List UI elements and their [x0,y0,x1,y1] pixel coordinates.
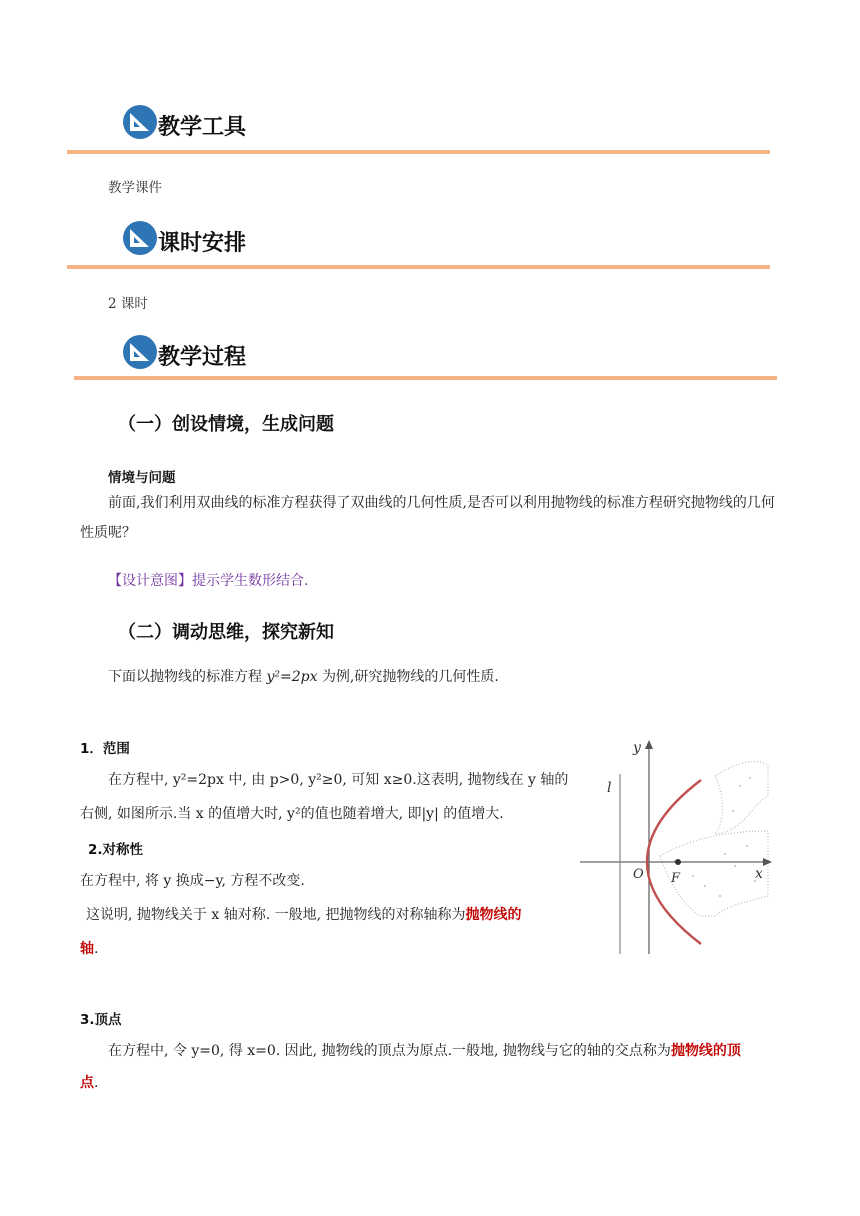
vertex-line1 [108,1036,741,1066]
symmetry-line3 [80,934,98,964]
part2-intro [108,662,499,692]
part2-heading: （二）调动思维，探究新知 [118,622,334,643]
x-axis-arrow [763,858,772,866]
section-header-schedule [122,220,422,270]
part1-heading: （一）创设情境，生成问题 [118,414,334,435]
focus-label: F [671,871,681,886]
symmetry-text: 这说明, 抛物线关于 x 轴对称. 一般地, 把抛物线的对称轴称为 [86,907,466,923]
directrix-label: l [607,780,612,796]
origin-label: O [633,867,644,882]
focus-point [675,859,681,865]
period: . [94,941,99,957]
vertex-text: 在方程中, 令 y=0, 得 x=0. 因此, 抛物线的顶点为原点.一般地, 抛物线与它的轴的交点称为 [108,1043,671,1059]
term-vertex-end: 点 [80,1075,94,1091]
section-title: 课时安排 [158,231,247,256]
part1-label: 情境与问题 [108,470,176,486]
intro-equation: y²=2px [266,669,318,685]
symmetry-line2 [86,900,522,930]
vertex-line2 [80,1068,98,1098]
parabola-figure [575,736,773,958]
set-square-icon [122,220,158,256]
schedule-body: 2 课时 [108,296,148,312]
symmetry-heading: 2.对称性 [88,842,144,858]
section-divider [67,265,770,269]
set-square-icon [122,334,158,370]
section-title: 教学工具 [158,115,247,140]
period: . [94,1075,99,1091]
range-line1: 在方程中, y²=2px 中, 由 p>0, y²≥0, 可知 x≥0.这表明, 抛物线在 y 轴的 [108,772,569,788]
section-divider [74,376,777,380]
set-square-icon [122,104,158,140]
intro-text-a: 下面以抛物线的标准方程 [108,669,262,685]
tools-body: 教学课件 [108,180,162,196]
stipple-region [660,762,768,916]
y-axis-arrow [645,740,653,749]
x-axis-label: x [755,866,763,882]
part1-text: 前面,我们利用双曲线的标准方程获得了双曲线的几何性质,是否可以利用抛物线的标准方程研究抛物线的几何性质呢？ [80,495,775,541]
section-divider [67,150,770,154]
symmetry-line1: 在方程中, 将 y 换成−y, 方程不改变. [80,873,305,889]
vertex-heading: 3.顶点 [80,1012,122,1028]
term-parabola-axis: 抛物线的 [465,907,522,923]
intro-text-b: 为例,研究抛物线的几何性质. [321,669,499,685]
range-heading: 1．范围 [80,741,130,757]
design-tag: 【设计意图】 [108,573,192,589]
range-line2: 右侧, 如图所示.当 x 的值增大时, y²的值也随着增大, 即|y| 的值增大. [80,806,504,822]
section-title: 教学过程 [158,345,247,370]
term-vertex: 抛物线的顶 [670,1043,741,1059]
design-text: 提示学生数形结合. [192,573,309,589]
section-header-tools [122,104,422,154]
y-axis-label: y [633,740,641,756]
design-intent [108,570,308,590]
term-parabola-axis-end: 轴 [80,941,94,957]
